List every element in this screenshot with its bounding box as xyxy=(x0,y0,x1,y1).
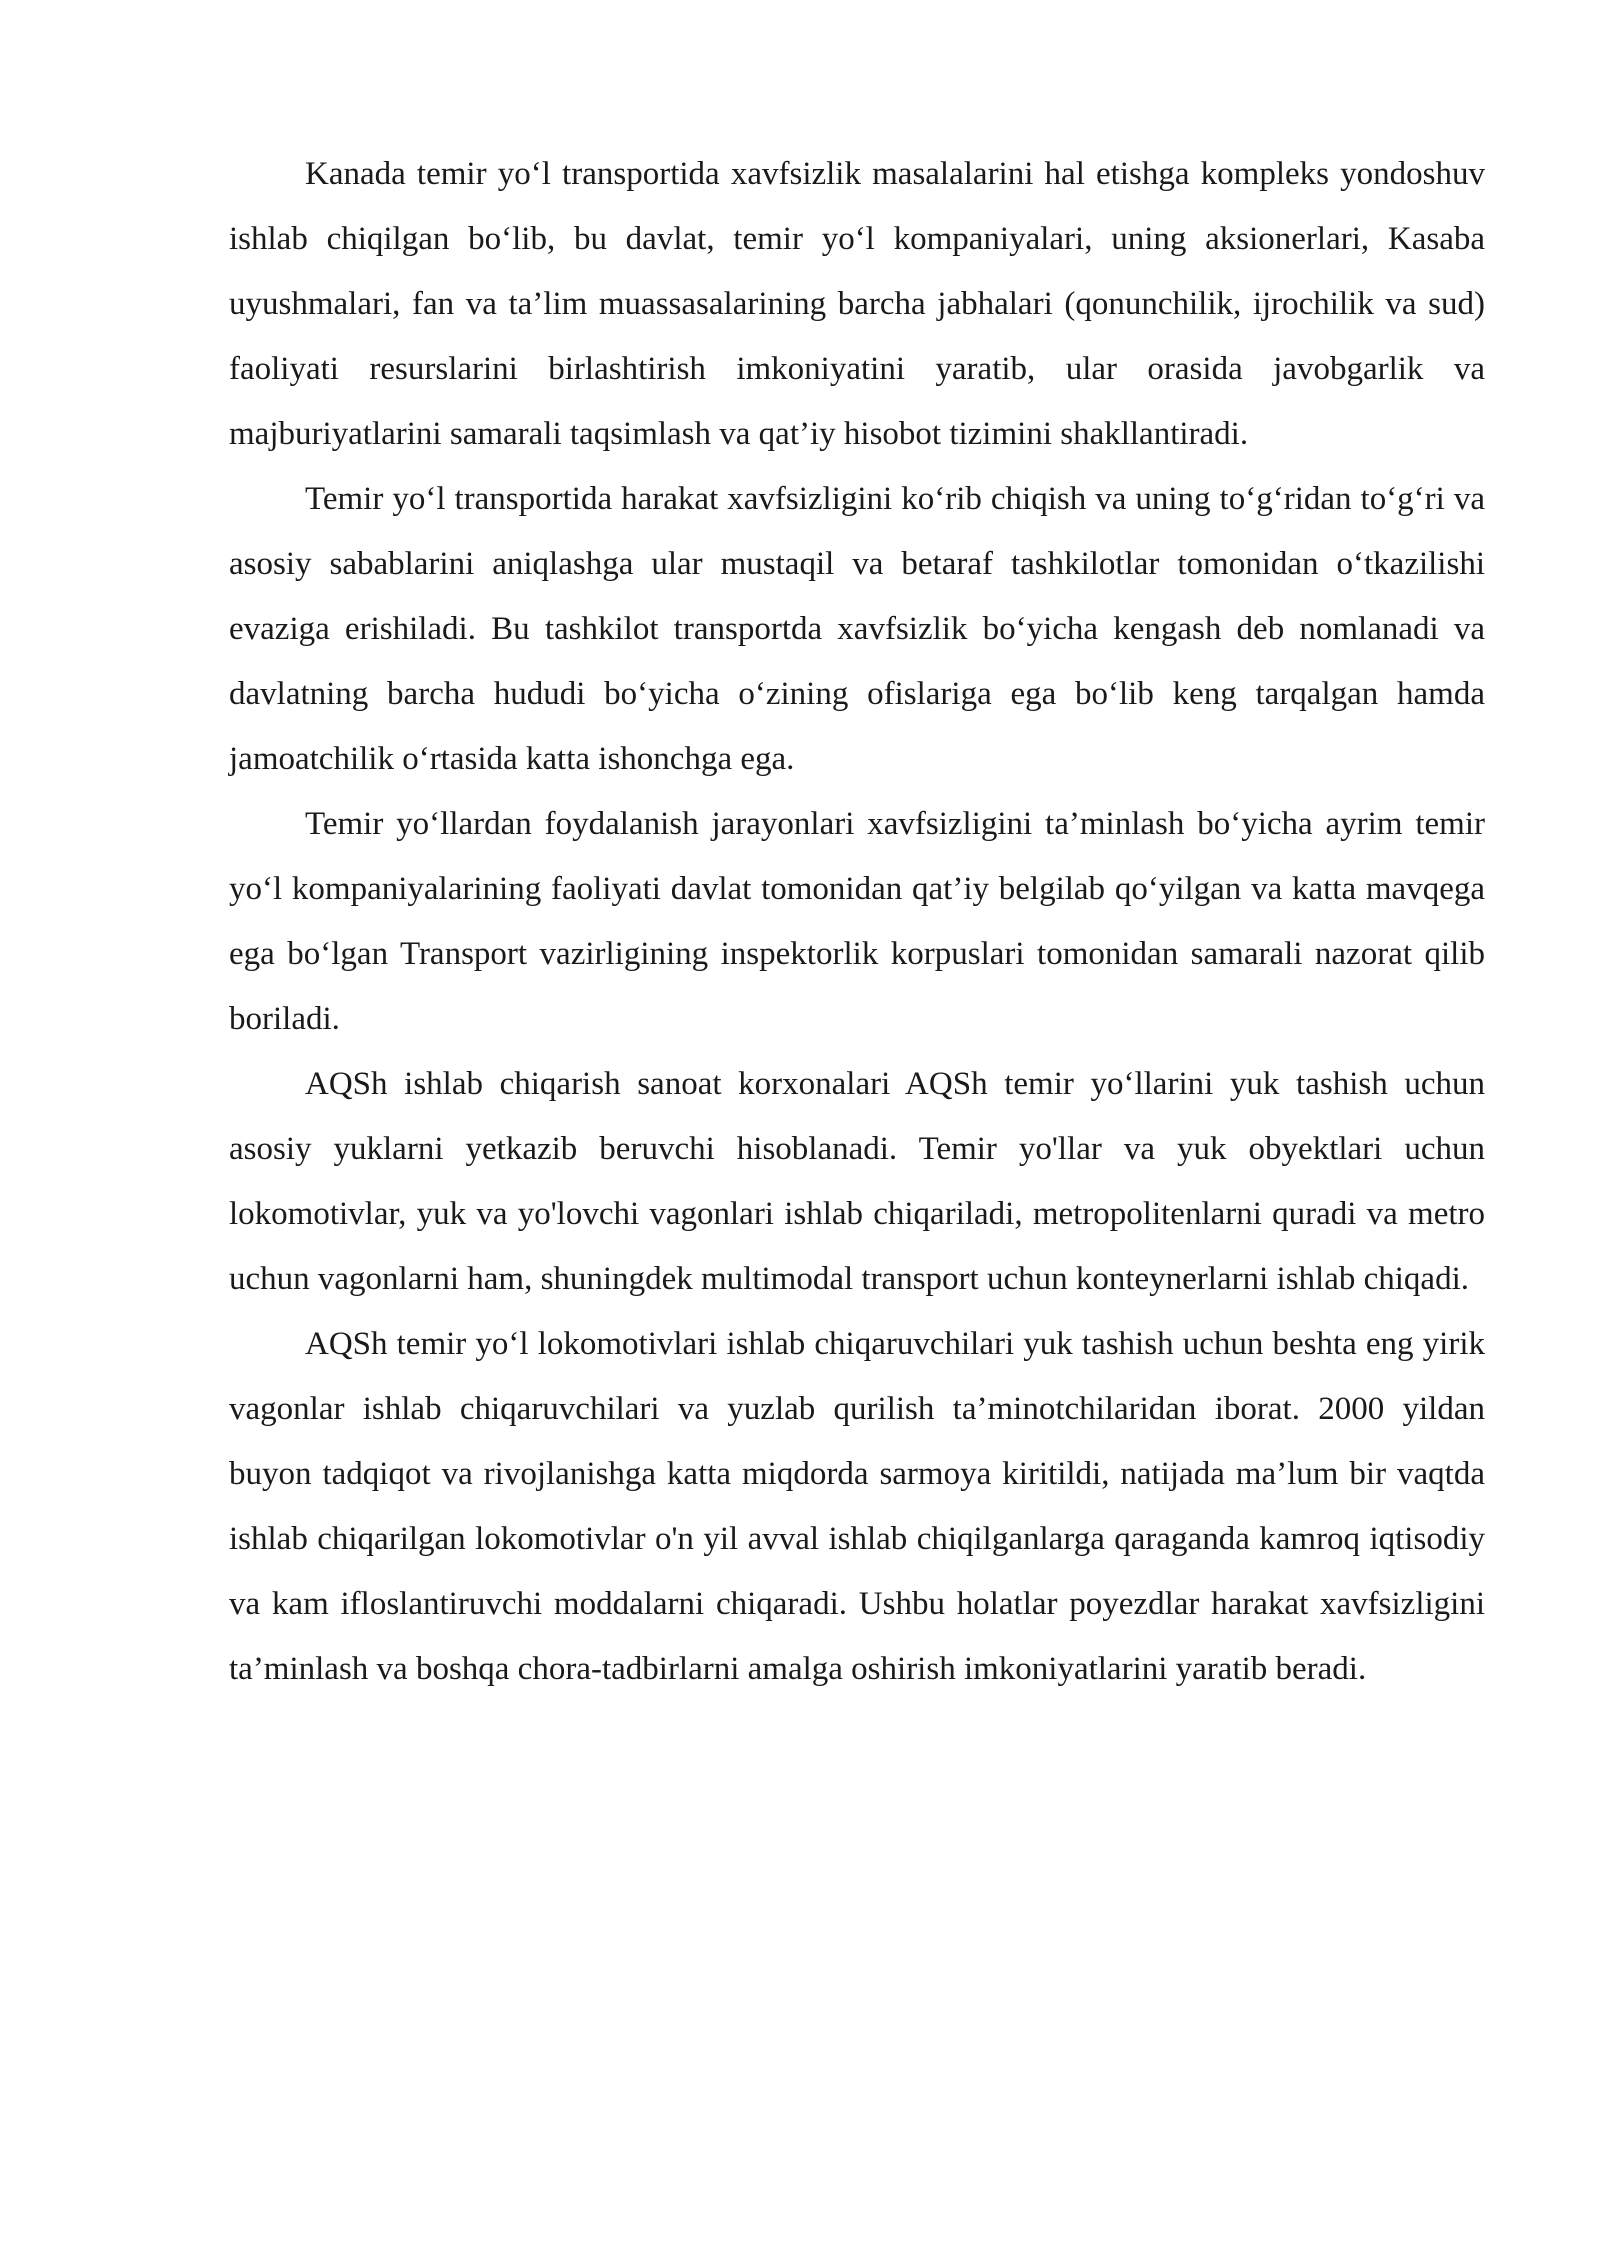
paragraph-canada-safety: Kanada temir yo‘l transportida xavfsizlik masalalarini hal etishga kompleks yondoshuv ishlab chiqilgan bo‘lib, bu davlat, temir yo‘l kompaniyalari, uning aksionerlari, Kasaba uyushmalari, fan va ta’lim muassasalarining barcha jabhalari (qonunchilik, ijrochilik va sud) faoliyati resurslarini birlashtirish imkoniyatini yaratib, ular orasida javobgarlik va majburiyatlarini samarali taqsimlash va qat’iy hisobot tizimini shakllantiradi. xyxy=(229,156,1485,452)
paragraph-usa-locomotives: AQSh temir yo‘l lokomotivlari ishlab chiqaruvchilari yuk tashish uchun beshta eng yirik vagonlar ishlab chiqaruvchilari va yuzlab qurilish ta’minotchilaridan iborat. 2000 yildan buyon tadqiqot va rivojlanishga katta miqdorda sarmoya kiritildi, natijada ma’lum bir vaqtda ishlab chiqarilgan lokomotivlar o'n yil avval ishlab chiqilganlarga qaraganda kamroq iqtisodiy va kam ifloslantiruvchi moddalarni chiqaradi. Ushbu holatlar poyezdlar harakat xavfsizligini ta’minlash va boshqa chora-tadbirlarni amalga oshirish imkoniyatlarini yaratib beradi. xyxy=(229,1326,1485,1687)
paragraph-usa-industry: AQSh ishlab chiqarish sanoat korxonalari AQSh temir yo‘llarini yuk tashish uchun asosiy yuklarni yetkazib beruvchi hisoblanadi. Temir yo'llar va yuk obyektlari uchun lokomotivlar, yuk va yo'lovchi vagonlari ishlab chiqariladi, metropolitenlarni quradi va metro uchun vagonlarni ham, shuningdek multimodal transport uchun konteynerlarni ishlab chiqadi. xyxy=(229,1066,1485,1297)
paragraph-safety-council: Temir yo‘l transportida harakat xavfsizligini ko‘rib chiqish va uning to‘g‘ridan to‘g‘ri va asosiy sabablarini aniqlashga ular mustaqil va betaraf tashkilotlar tomonidan o‘tkazilishi evaziga erishiladi. Bu tashkilot transportda xavfsizlik bo‘yicha kengash deb nomlanadi va davlatning barcha hududi bo‘yicha o‘zining ofislariga ega bo‘lib keng tarqalgan hamda jamoatchilik o‘rtasida katta ishonchga ega. xyxy=(229,481,1485,777)
paragraph-inspection-corps: Temir yo‘llardan foydalanish jarayonlari xavfsizligini ta’minlash bo‘yicha ayrim temir yo‘l kompaniyalarining faoliyati davlat tomonidan qat’iy belgilab qo‘yilgan va katta mavqega ega bo‘lgan Transport vazirligining inspektorlik korpuslari tomonidan samarali nazorat qilib boriladi. xyxy=(229,806,1485,1037)
document-body xyxy=(229,142,1485,1702)
